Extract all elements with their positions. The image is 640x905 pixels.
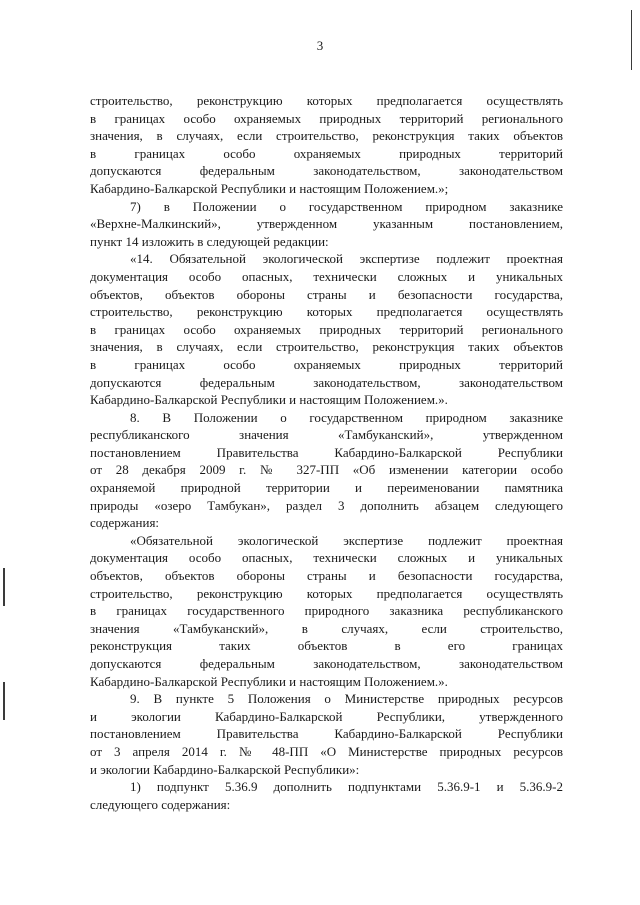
text-line: постановлением Правительства Кабардино-Балкарской Республики xyxy=(90,444,563,460)
text-line: от 28 декабря 2009 г. № 327-ПП «Об изменении категории особо xyxy=(90,462,563,478)
text-line: допускаются федеральным законодательством, законодательством xyxy=(90,656,563,671)
text-line: значения, в случаях, если строительство, реконструкция таких объектов xyxy=(90,339,563,355)
text-line: от 3 апреля 2014 г. № 48-ПП «О Министерстве природных ресурсов xyxy=(90,743,563,759)
text-line: «Обязательной экологической экспертизе подлежит проектная xyxy=(130,532,563,548)
document-body xyxy=(90,92,563,813)
text-line: природы «озеро Тамбукан», раздел 3 дополнить абзацем следующего xyxy=(90,497,563,513)
text-line: в границах особо охраняемых природных территорий регионального xyxy=(90,321,563,337)
text-line: и экологии Кабардино-Балкарской Республики»: xyxy=(90,761,360,777)
text-line: пункт 14 изложить в следующей редакции: xyxy=(90,233,329,249)
text-line: Кабардино-Балкарской Республики и настоящим Положением.». xyxy=(90,673,448,689)
scan-edge-mark-left-upper xyxy=(3,568,5,606)
text-line: Кабардино-Балкарской Республики и настоящим Положением.». xyxy=(90,392,448,408)
text-line: документация особо опасных, технически сложных и уникальных xyxy=(90,550,563,566)
text-line: значения «Тамбуканский», в случаях, если строительство, xyxy=(90,620,563,636)
text-line: значения, в случаях, если строительство, реконструкция таких объектов xyxy=(90,128,563,144)
text-line: строительство, реконструкцию которых предполагается осуществлять xyxy=(90,304,563,320)
text-line: в границах государственного природного заказника республиканского xyxy=(90,603,563,619)
text-line: следующего содержания: xyxy=(90,796,231,812)
text-line: Кабардино-Балкарской Республики и настоящим Положением.»; xyxy=(90,180,449,196)
text-line: 1) подпункт 5.36.9 дополнить подпунктами 5.36.9-1 и 5.36.9-2 xyxy=(130,779,563,795)
text-line: допускаются федеральным законодательством, законодательством xyxy=(90,163,563,179)
text-line: «Верхне-Малкинский», утвержденном указанным постановлением, xyxy=(90,216,563,232)
text-line: республиканского значения «Тамбуканский», утвержденном xyxy=(90,427,563,443)
text-line: охраняемой природной территории и переименовании памятника xyxy=(90,480,563,496)
text-line: 8. В Положении о государственном природном заказнике xyxy=(130,409,563,425)
text-line: в границах особо охраняемых природных территорий xyxy=(90,356,563,372)
text-line: строительство, реконструкцию которых предполагается осуществлять xyxy=(90,585,563,601)
text-line: постановлением Правительства Кабардино-Балкарской Республики xyxy=(90,726,563,742)
text-line: строительство, реконструкцию которых предполагается осуществлять xyxy=(90,93,563,108)
text-line: объектов, объектов обороны страны и безопасности государства, xyxy=(90,568,563,584)
text-line: допускаются федеральным законодательством, законодательством xyxy=(90,374,563,390)
text-line: 9. В пункте 5 Положения о Министерстве природных ресурсов xyxy=(130,691,563,707)
text-line: реконструкция таких объектов в его границах xyxy=(90,638,563,654)
scan-edge-mark-left-lower xyxy=(3,682,5,720)
text-line: в границах особо охраняемых природных территорий xyxy=(90,145,563,161)
text-line: документация особо опасных, технически сложных и уникальных xyxy=(90,268,563,284)
text-line: «14. Обязательной экологической экспертизе подлежит проектная xyxy=(130,251,563,267)
text-line: и экологии Кабардино-Балкарской Республики, утвержденного xyxy=(90,708,563,724)
text-line: объектов, объектов обороны страны и безопасности государства, xyxy=(90,286,563,302)
text-line: в границах особо охраняемых природных территорий регионального xyxy=(90,110,563,126)
scan-edge-mark-right xyxy=(631,10,632,70)
text-line: содержания: xyxy=(90,515,160,531)
text-line: 7) в Положении о государственном природном заказнике xyxy=(130,198,563,214)
page-number: 3 xyxy=(316,38,324,53)
